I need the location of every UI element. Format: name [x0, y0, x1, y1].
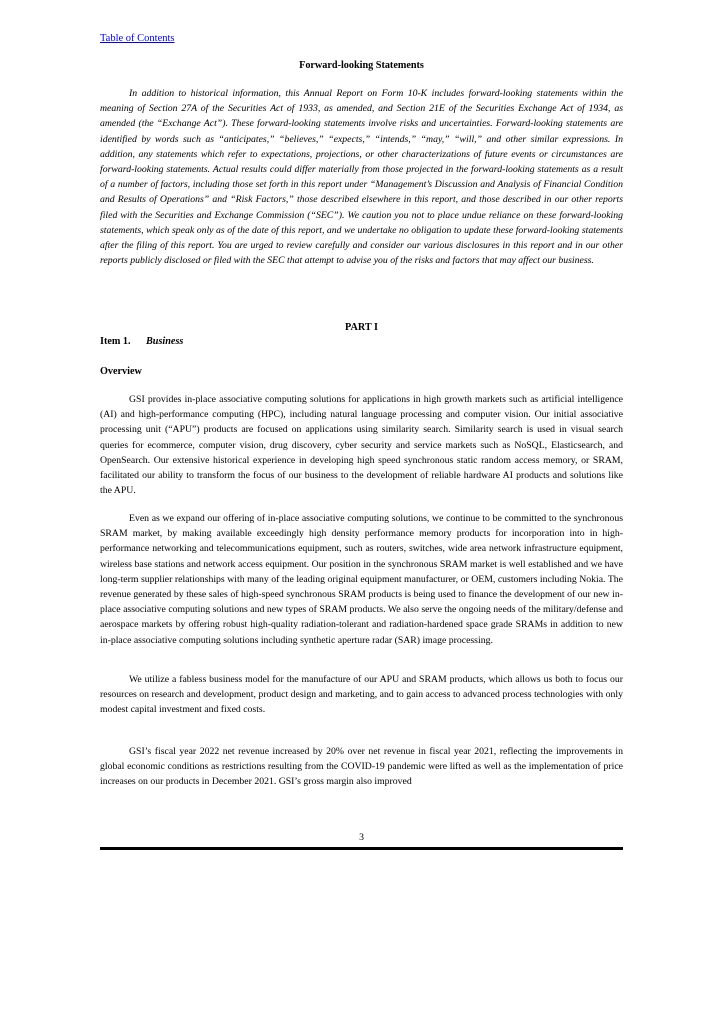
overview-paragraph: GSI provides in-place associative computing solutions for applications in high growth markets such as artificial intelligence (AI) and high-performance computing (HPC), including natural language processing and computer vision. Our initial associative processing unit (“APU”) products are focused on applications using similarity search. Similarity search is used in visual search queries for ecommerce, computer vision, drug discovery, cyber security and service markets such as NoSQL, Elasticsearch, and OpenSearch. Our extensive historical experience in developing high speed synchronous static random access memory, or SRAM, facilitated our ability to transform the focus of our business to the development of reliable hardware AI products and solutions like the APU. [100, 394, 623, 497]
item-number: Item 1. [100, 336, 131, 347]
overview-heading: Overview [100, 366, 142, 377]
item-title: Business [146, 336, 184, 347]
part-heading: PART I [345, 322, 378, 333]
item-heading [100, 336, 183, 347]
page-number: 3 [359, 832, 364, 843]
page-divider [100, 847, 623, 850]
forward-looking-statements-heading: Forward-looking Statements [299, 60, 424, 71]
overview-paragraph: GSI’s fiscal year 2022 net revenue increased by 20% over net revenue in fiscal year 2021, reflecting the improvements in global economic conditions as restrictions resulting from the COVID-19 pandemic were lifted as well as the implementation of price increases on our products in December 2021. GSI’s gross margin also improved [100, 746, 623, 788]
overview-paragraph: Even as we expand our offering of in-place associative computing solutions, we continue to be committed to the synchronous SRAM market, by making available exceedingly high density performance memory products for incorporation into in high-performance networking and telecommunications equipment, such as routers, switches, wide area network infrastructure equipment, wireless base stations and network access equipment. Our position in the synchronous SRAM market is well established and we have long-term supplier relationships with many of the leading original equipment manufacturer, or OEM, customers including Nokia. The revenue generated by these sales of high-speed synchronous SRAM products is being used to finance the development of our new in-place associative computing solutions and new types of SRAM products. We also serve the ongoing needs of the military/defense and aerospace markets by offering robust high-quality radiation-tolerant and radiation-hardened space grade SRAMs in addition to new in-place associative computing solutions including synthetic aperture radar (SAR) image processing. [100, 513, 623, 646]
forward-looking-statements-paragraph: In addition to historical information, this Annual Report on Form 10-K includes forward-looking statements within the meaning of Section 27A of the Securities Act of 1933, as amended, and Section 21E of the Securities Exchange Act of 1934, as amended (the “Exchange Act”). These forward-looking statements involve risks and uncertainties. Forward-looking statements are identified by words such as “anticipates,” “believes,” “expects,” “intends,” “may,” “will,” and other similar expressions. In addition, any statements which refer to expectations, projections, or other characterizations of future events or circumstances are forward-looking statements. Actual results could differ materially from those projected in the forward-looking statements as a result of a number of factors, including those set forth in this report under “Management’s Discussion and Analysis of Financial Condition and Results of Operations” and “Risk Factors,” those described elsewhere in this report, and those described in our other reports filed with the Securities and Exchange Commission (“SEC”). We caution you not to place undue reliance on these forward-looking statements, which speak only as of the date of this report, and we undertake no obligation to update these forward-looking statements after the filing of this report. You are urged to review carefully and consider our various disclosures in this report and in our other reports publicly disclosed or filed with the SEC that attempt to advise you of the risks and factors that may affect our business. [100, 88, 623, 267]
overview-paragraph: We utilize a fabless business model for the manufacture of our APU and SRAM products, which allows us both to focus our resources on research and development, product design and marketing, and to gain access to advanced process technologies with only modest capital investment and fixed costs. [100, 674, 623, 716]
table-of-contents-link[interactable]: Table of Contents [100, 33, 175, 44]
